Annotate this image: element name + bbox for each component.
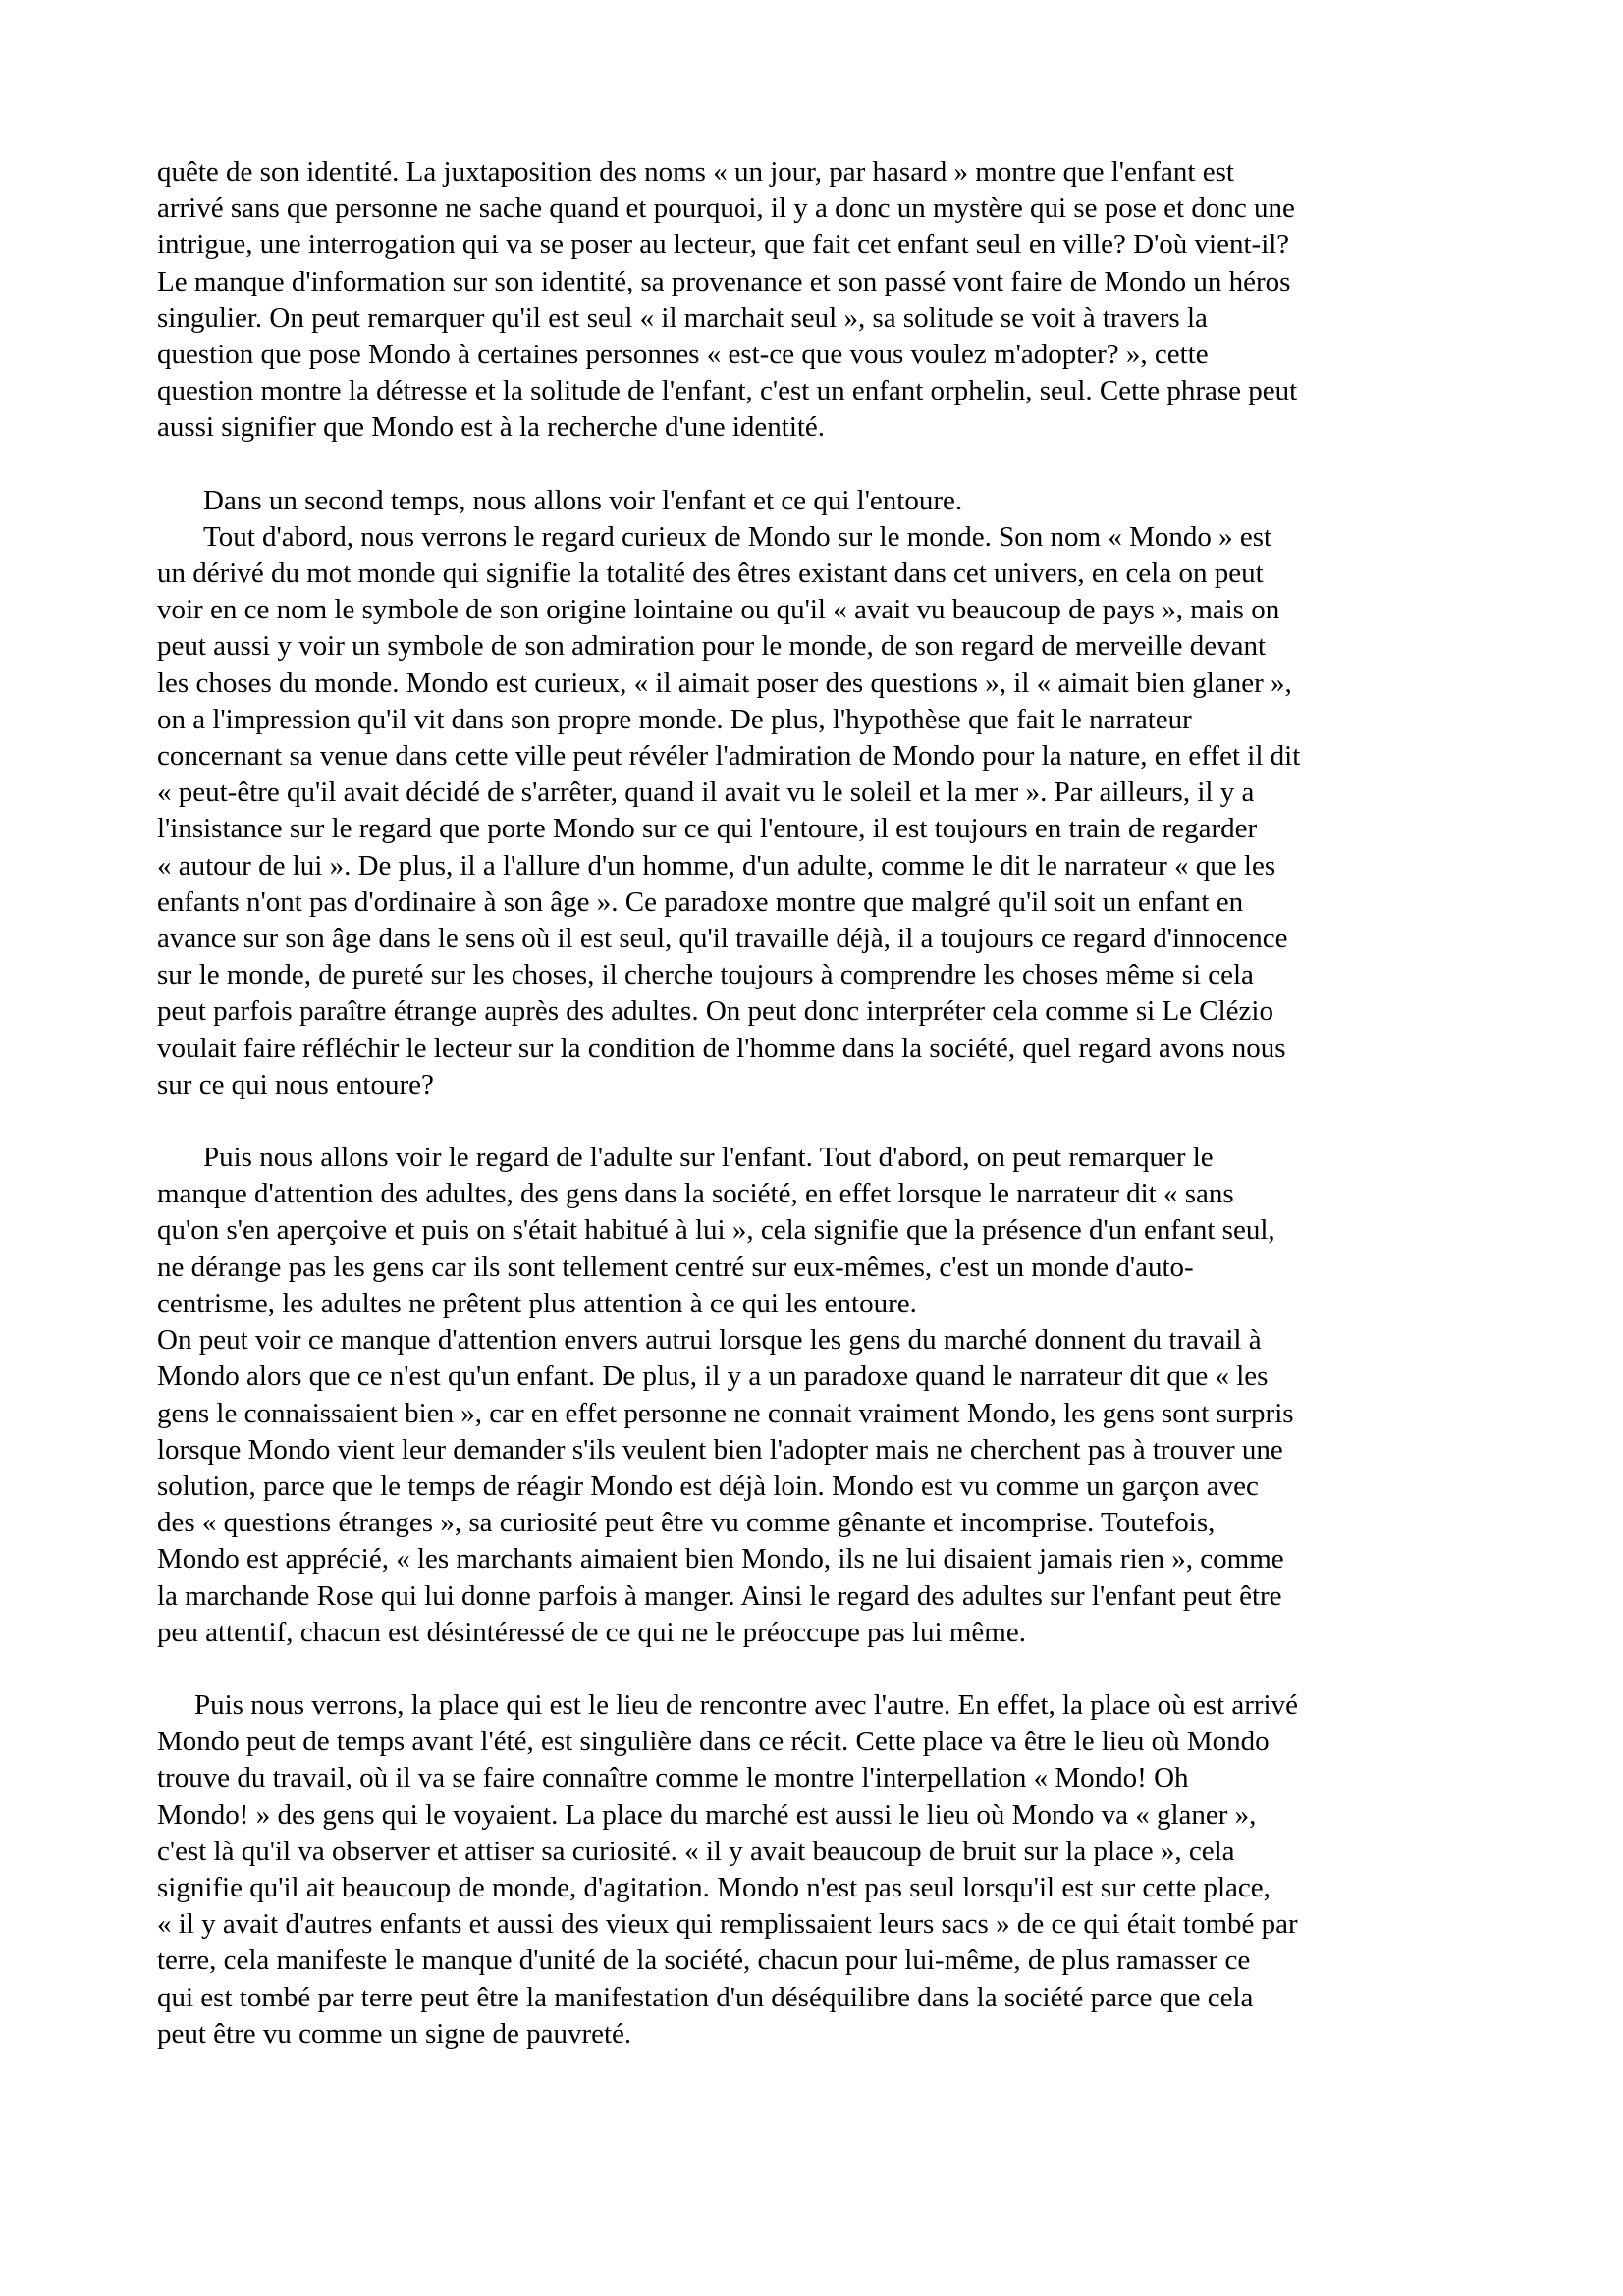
paragraph-second-part-intro: Dans un second temps, nous allons voir l'enfant et ce qui l'entoure.: [203, 484, 963, 516]
paragraph-spacer: [157, 447, 1492, 483]
paragraph-market-square: Puis nous verrons, la place qui est le lieu de rencontre avec l'autre. En effet, la place où est arrivé Mondo peut de temps avant l'été, est singulière dans ce récit. Cette place va être le lieu où Mondo trouve du travail, où il va se faire connaître comme le montre l'interpellation « Mondo! Oh Mondo! » des gens qui le voyaient. La place du marché est aussi le lieu où Mondo va « glaner », c'est là qu'il va observer et attiser sa curiosité. « il y avait beaucoup de bruit sur la place », cela signifie qu'il ait beaucoup de monde, d'agitation. Mondo n'est pas seul lorsqu'il est sur cette place, « il y avait d'autres enfants et aussi des vieux qui remplissaient leurs sacs » de ce qui était tombé par terre, cela manifeste le manque d'unité de la société, chacun pour lui-même, de plus ramasser ce qui est tombé par terre peut être la manifestation d'un déséquilibre dans la société parce que cela peut être vu comme un signe de pauvreté.: [157, 1688, 1298, 2050]
paragraph-spacer: [157, 1103, 1492, 1140]
paragraph-spacer: [157, 1651, 1492, 1687]
paragraph-curious-gaze: Tout d'abord, nous verrons le regard curieux de Mondo sur le monde. Son nom « Mondo » est un dérivé du mot monde qui signifie la totalité des êtres existant dans cet univers, en cela on peut voir en ce nom le symbole de son origine lointaine ou qu'il « avait vu beaucoup de pays », mais on peut aussi y voir un symbole de son admiration pour le monde, de son regard de merveille devant les choses du monde. Mondo est curieux, « il aimait poser des questions », il « aimait bien glaner », on a l'impression qu'il vit dans son propre monde. De plus, l'hypothèse que fait le narrateur concernant sa venue dans cette ville peut révéler l'admiration de Mondo pour la nature, en effet il dit « peut-être qu'il avait décidé de s'arrêter, quand il avait vu le soleil et la mer ». Par ailleurs, il y a l'insistance sur le regard que porte Mondo sur ce qui l'entoure, il est toujours en train de regarder « autour de lui ». De plus, il a l'allure d'un homme, d'un adulte, comme le dit le narrateur « que les enfants n'ont pas d'ordinaire à son âge ». Ce paradoxe montre que malgré qu'il soit un enfant en avance sur son âge dans le sens où il est seul, qu'il travaille déjà, il a toujours ce regard d'innocence sur le monde, de pureté sur les choses, il cherche toujours à comprendre les choses même si cela peut parfois paraître étrange auprès des adultes. On peut donc interpréter cela comme si Le Clézio voulait faire réfléchir le lecteur sur la condition de l'homme dans la société, quel regard avons nous sur ce qui nous entoure?: [157, 520, 1301, 1100]
body-text: [157, 154, 1492, 2053]
paragraph-adult-gaze: Puis nous allons voir le regard de l'adulte sur l'enfant. Tout d'abord, on peut remarquer le manque d'attention des adultes, des gens dans la société, en effet lorsque le narrateur dit « sans qu'on s'en aperçoive et puis on s'était habitué à lui », cela signifie que la présence d'un enfant seul, ne dérange pas les gens car ils sont tellement centré sur eux-mêmes, c'est un monde d'auto- centrisme, les adultes ne prêtent plus attention à ce qui les entoure.: [157, 1142, 1275, 1319]
paragraph-identity-continuation: quête de son identité. La juxtaposition des noms « un jour, par hasard » montre que l'enfant est arrivé sans que personne ne sache quand et pourquoi, il y a donc un mystère qui se pose et donc une intrigue, une interrogation qui va se poser au lecteur, que fait cet enfant seul en ville? D'où vient-il? Le manque d'information sur son identité, sa provenance et son passé vont faire de Mondo un héros singulier. On peut remarquer qu'il est seul « il marchait seul », sa solitude se voit à travers la question que pose Mondo à certaines personnes « est-ce que vous voulez m'adopter? », cette question montre la détresse et la solitude de l'enfant, c'est un enfant orphelin, seul. Cette phrase peut aussi signifier que Mondo est à la recherche d'une identité.: [157, 156, 1298, 444]
paragraph-lack-of-attention: On peut voir ce manque d'attention envers autrui lorsque les gens du marché donnent du travail à Mondo alors que ce n'est qu'un enfant. De plus, il y a un paradoxe quand le narrateur dit que « les gens le connaissaient bien », car en effet personne ne connait vraiment Mondo, les gens sont surpris lorsque Mondo vient leur demander s'ils veulent bien l'adopter mais ne cherchent pas à trouver une solution, parce que le temps de réagir Mondo est déjà loin. Mondo est vu comme un garçon avec des « questions étranges », sa curiosité peut être vu comme gênante et incomprise. Toutefois, Mondo est apprécié, « les marchants aimaient bien Mondo, ils ne lui disaient jamais rien », comme la marchande Rose qui lui donne parfois à manger. Ainsi le regard des adultes sur l'enfant peut être peu attentif, chacun est désintéressé de ce qui ne le préoccupe pas lui même.: [157, 1324, 1294, 1648]
